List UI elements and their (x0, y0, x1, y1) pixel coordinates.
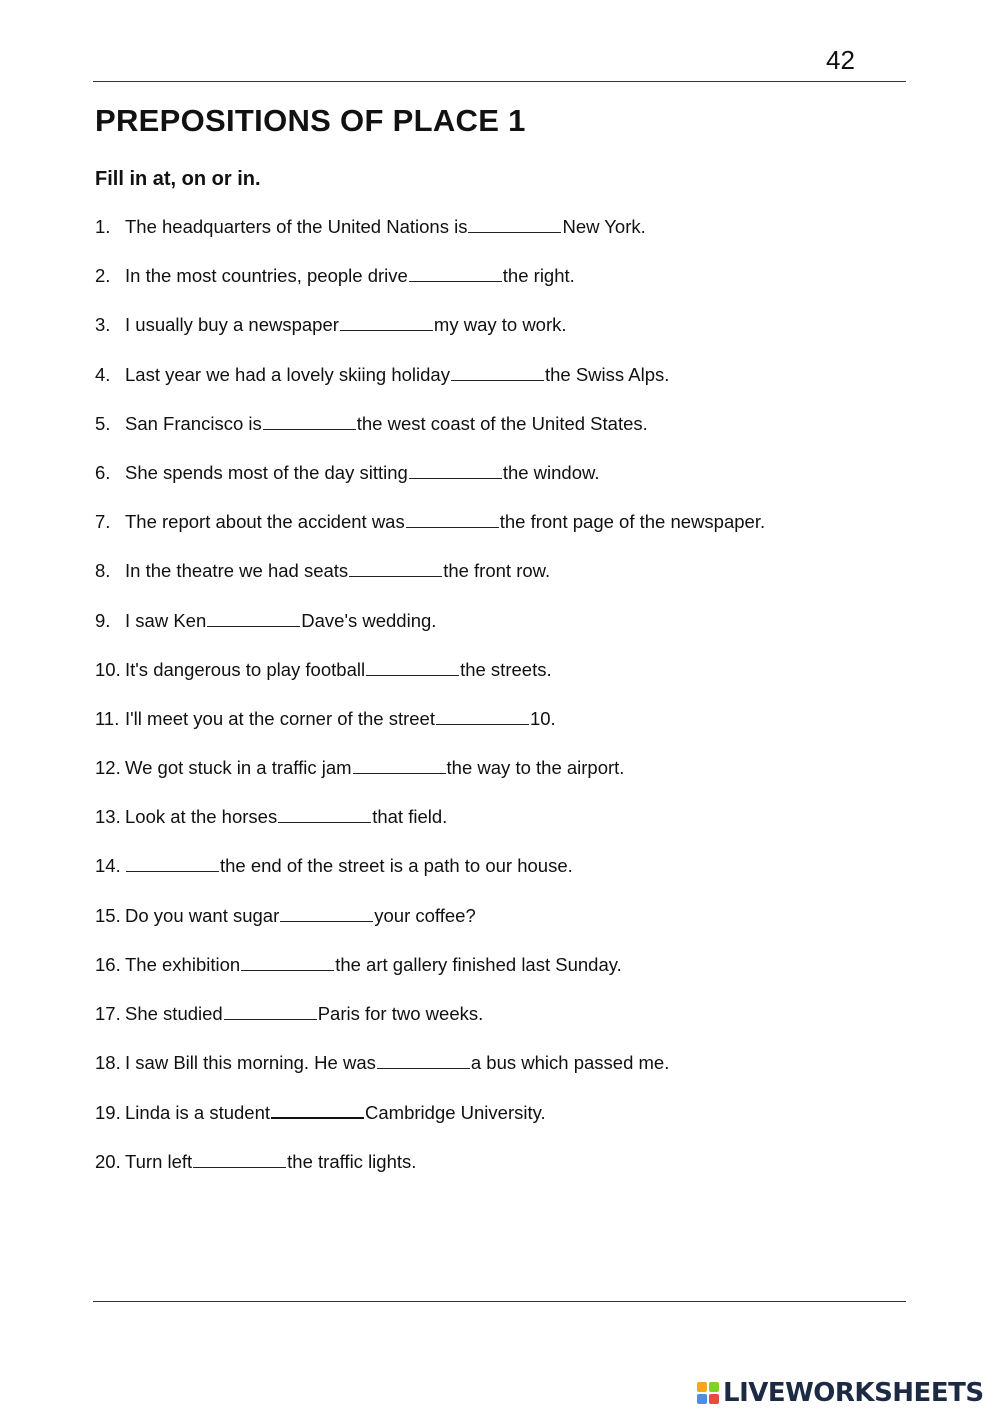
question-text-before: In the theatre we had seats (125, 560, 349, 582)
answer-blank[interactable] (340, 312, 433, 331)
question-text-before: Look at the horses (125, 806, 278, 828)
question-text-after: Dave's wedding. (301, 609, 437, 631)
question-item (95, 657, 765, 706)
question-item (95, 312, 765, 361)
question-number: 8. (95, 560, 111, 582)
question-text-after: the art gallery finished last Sunday. (335, 953, 622, 975)
question-text-before: It's dangerous to play football (125, 658, 366, 680)
question-item (95, 411, 765, 460)
question-text-after: 10. (529, 707, 556, 729)
question-text-after: my way to work. (433, 314, 567, 336)
answer-blank[interactable] (224, 1001, 317, 1020)
question-item (95, 214, 765, 263)
question-item (95, 263, 765, 312)
question-item (95, 1099, 765, 1148)
question-number: 16. (95, 953, 121, 975)
question-number: 11. (95, 707, 120, 729)
answer-blank[interactable] (406, 509, 499, 528)
question-number: 13. (95, 806, 121, 828)
question-text-before: I saw Ken (125, 609, 207, 631)
question-item (95, 1001, 765, 1050)
question-text-after: your coffee? (374, 904, 476, 926)
question-list (95, 214, 765, 1198)
question-text-after: that field. (372, 806, 448, 828)
question-item (95, 903, 765, 952)
header-divider (93, 81, 906, 82)
question-item (95, 853, 765, 902)
answer-blank[interactable] (241, 952, 334, 971)
answer-blank[interactable] (451, 362, 544, 381)
question-text-after: the way to the airport. (446, 757, 625, 779)
question-number: 10. (95, 658, 121, 680)
question-number: 4. (95, 363, 111, 385)
question-text-after: the right. (502, 265, 575, 287)
answer-blank[interactable] (436, 706, 529, 725)
question-text-before: The report about the accident was (125, 511, 405, 533)
answer-blank[interactable] (366, 657, 459, 676)
answer-blank[interactable] (280, 903, 373, 922)
question-item (95, 362, 765, 411)
answer-blank[interactable] (278, 804, 371, 823)
question-number: 18. (95, 1052, 121, 1074)
liveworksheets-logo-text: LIVEWORKSHEETS (723, 1378, 984, 1408)
question-number: 6. (95, 461, 111, 483)
question-text-after: Cambridge University. (365, 1102, 546, 1124)
question-text-before: We got stuck in a traffic jam (125, 757, 352, 779)
question-number: 2. (95, 265, 111, 287)
question-item (95, 558, 765, 607)
question-text-before: Linda is a student (125, 1102, 271, 1124)
question-number: 12. (95, 757, 121, 779)
question-text-after: the window. (502, 461, 600, 483)
question-text-before: The headquarters of the United Nations is (125, 216, 468, 237)
liveworksheets-logo (697, 1376, 984, 1410)
question-text-before: She spends most of the day sitting (125, 461, 408, 483)
question-text-after: the streets. (460, 658, 552, 680)
question-item (95, 1149, 765, 1198)
question-text-before: Do you want sugar (125, 904, 280, 926)
question-item (95, 1050, 765, 1099)
answer-blank[interactable] (207, 608, 300, 627)
question-text-after: the Swiss Alps. (544, 363, 670, 385)
question-text-after: the traffic lights. (287, 1150, 417, 1172)
question-text-after: the west coast of the United States. (356, 412, 648, 434)
page-title: PREPOSITIONS OF PLACE 1 (95, 103, 526, 138)
question-text-after: a bus which passed me. (470, 1052, 670, 1074)
question-number: 14. (95, 855, 121, 877)
answer-blank[interactable] (349, 558, 442, 577)
question-number: 15. (95, 904, 121, 926)
question-text-before: San Francisco is (125, 412, 262, 434)
answer-blank[interactable] (353, 755, 446, 774)
question-text-after: New York. (562, 216, 646, 237)
answer-blank[interactable] (271, 1099, 364, 1119)
question-item (95, 755, 765, 804)
question-text-before: I saw Bill this morning. He was (125, 1052, 376, 1074)
question-number: 3. (95, 314, 111, 336)
question-item (95, 706, 765, 755)
question-number: 19. (95, 1102, 121, 1124)
question-text-before: I usually buy a newspaper (125, 314, 339, 336)
answer-blank[interactable] (468, 214, 561, 233)
question-number: 5. (95, 412, 111, 434)
question-item (95, 608, 765, 657)
question-number: 7. (95, 511, 111, 533)
footer-divider (93, 1301, 906, 1302)
liveworksheets-logo-icon (697, 1382, 719, 1404)
question-text-before: Last year we had a lovely skiing holiday (125, 363, 450, 385)
question-item (95, 804, 765, 853)
question-number: 20. (95, 1150, 121, 1172)
question-item (95, 509, 765, 558)
answer-blank[interactable] (263, 411, 356, 430)
question-text-before: I'll meet you at the corner of the street (125, 707, 435, 729)
answer-blank[interactable] (193, 1149, 286, 1168)
answer-blank[interactable] (409, 263, 502, 282)
question-text-after: the end of the street is a path to our house. (220, 855, 573, 877)
question-text-after: Paris for two weeks. (317, 1003, 484, 1024)
page-number: 42 (826, 45, 855, 75)
question-text-before: Turn left (125, 1150, 193, 1172)
question-text-before: She studied (125, 1003, 223, 1024)
question-number: 17. (95, 1003, 121, 1024)
question-text-after: the front row. (443, 560, 551, 582)
answer-blank[interactable] (409, 460, 502, 479)
answer-blank[interactable] (126, 853, 219, 872)
question-text-before: The exhibition (125, 953, 241, 975)
answer-blank[interactable] (377, 1050, 470, 1069)
question-number: 9. (95, 609, 111, 631)
question-item (95, 952, 765, 1001)
question-text-before: In the most countries, people drive (125, 265, 408, 287)
question-item (95, 460, 765, 509)
question-number: 1. (95, 216, 111, 237)
question-text-after: the front page of the newspaper. (499, 511, 766, 533)
instruction-text: Fill in at, on or in. (95, 168, 261, 190)
